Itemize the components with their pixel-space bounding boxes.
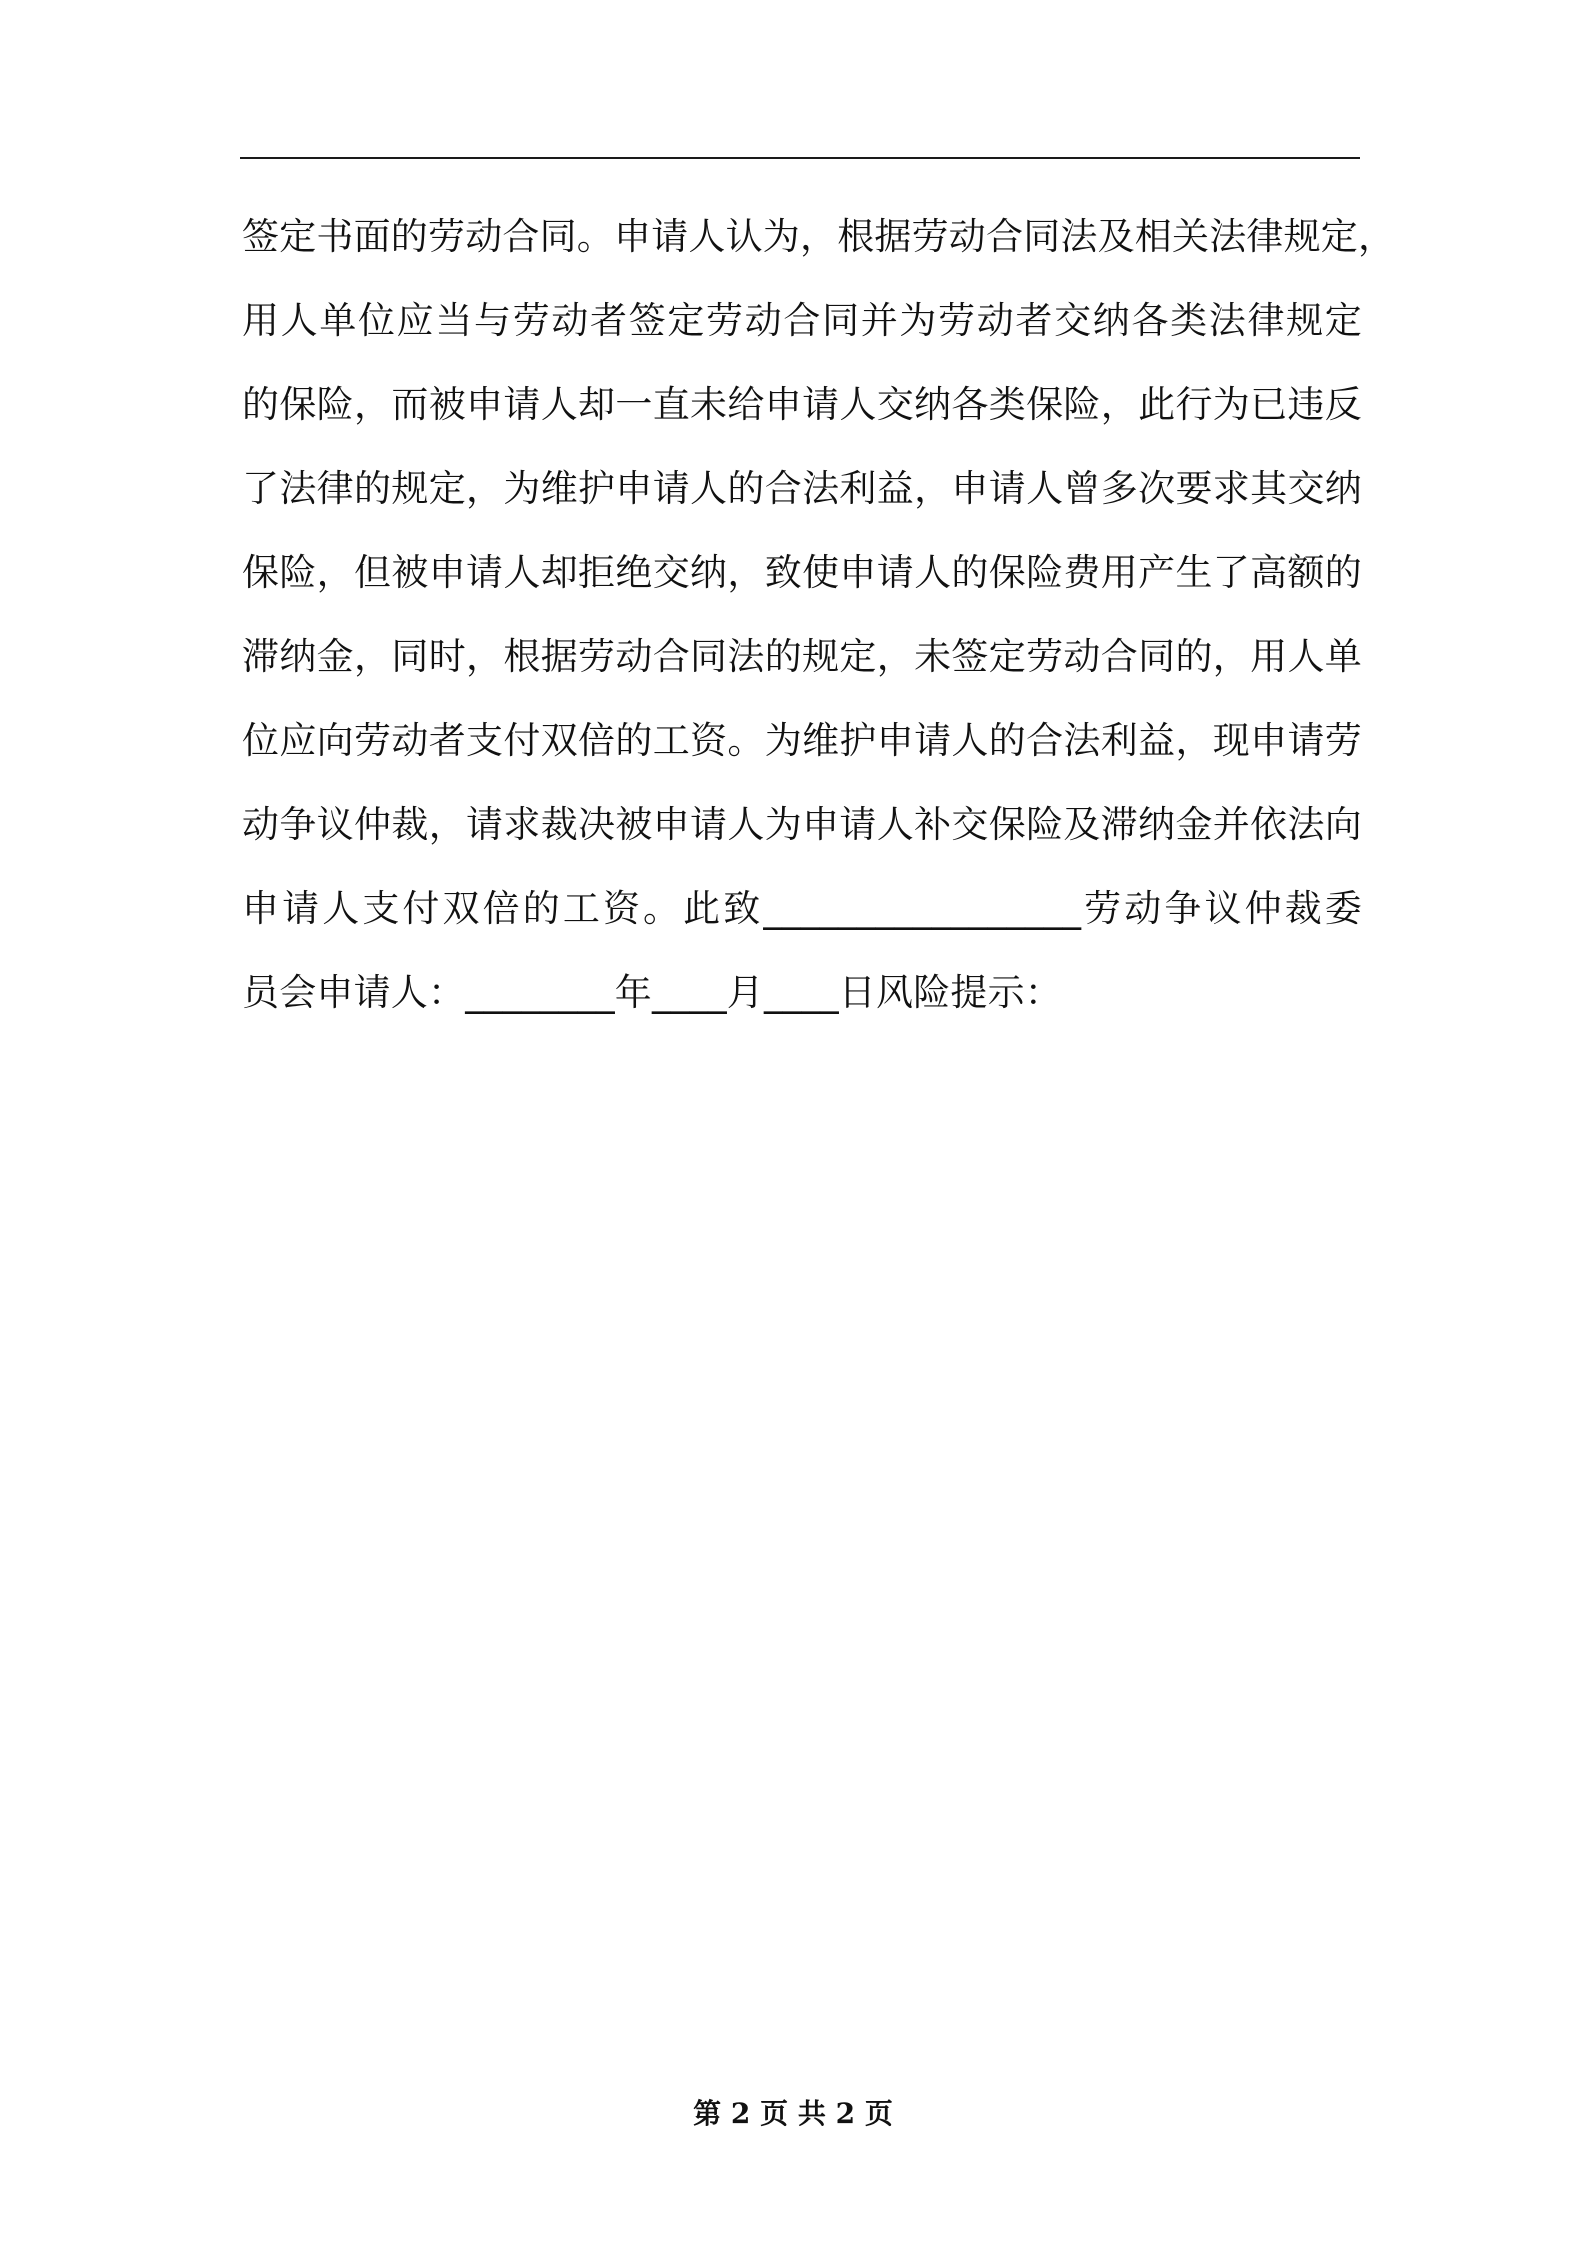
body-line: 保险，但被申请人却拒绝交纳，致使申请人的保险费用产生了高额的	[242, 551, 1362, 594]
body-line: 位应向劳动者支付双倍的工资。为维护申请人的合法利益，现申请劳	[242, 719, 1362, 762]
body-line: 滞纳金，同时，根据劳动合同法的规定，未签定劳动合同的，用人单	[242, 635, 1362, 678]
body-paragraph	[242, 195, 1396, 1035]
page-number-footer: 第 2 页 共 2 页	[693, 2097, 893, 2130]
body-line: 用人单位应当与劳动者签定劳动合同并为劳动者交纳各类法律规定	[242, 299, 1362, 342]
body-line: 动争议仲裁，请求裁决被申请人为申请人补交保险及滞纳金并依法向	[242, 803, 1362, 846]
body-line: 的保险，而被申请人却一直未给申请人交纳各类保险，此行为已违反	[242, 383, 1362, 426]
body-line: 了法律的规定，为维护申请人的合法利益，申请人曾多次要求其交纳	[242, 467, 1362, 510]
body-line: 员会申请人：________年____月____日风险提示：	[242, 971, 1062, 1014]
body-line: 签定书面的劳动合同。申请人认为，根据劳动合同法及相关法律规定，	[242, 215, 1396, 258]
body-line: 申请人支付双倍的工资。此致_________________劳动争议仲裁委	[242, 887, 1362, 930]
header-rule	[240, 157, 1360, 159]
